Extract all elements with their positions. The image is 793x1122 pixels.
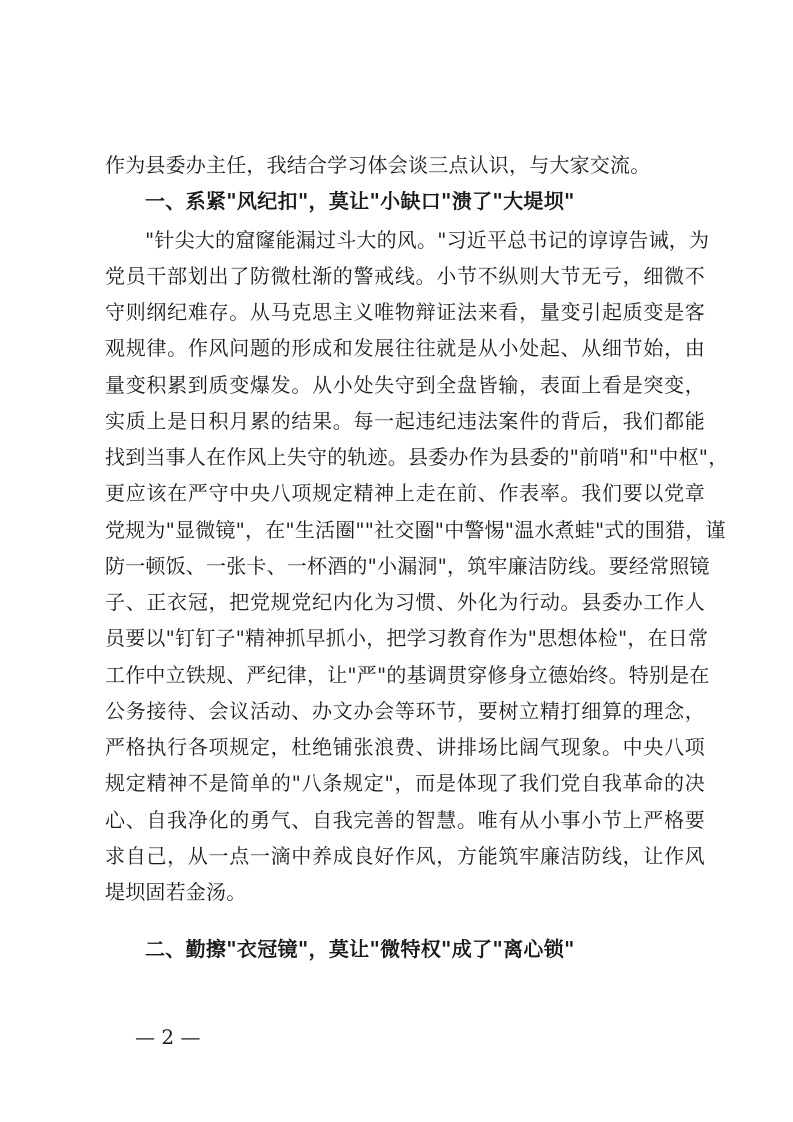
paragraph-line: 公务接待、会议活动、办文办会等环节，要树立精打细算的理念， — [105, 699, 705, 723]
paragraph-line: 防一顿饭、一张卡、一杯酒的"小漏洞"，筑牢廉洁防线。要经常照镜 — [105, 554, 710, 578]
paragraph-line: 工作中立铁规、严纪律，让"严"的基调贯穿修身立德始终。特别是在 — [105, 663, 710, 687]
paragraph-line: 党员干部划出了防微杜渐的警戒线。小节不纵则大节无亏，细微不 — [105, 264, 705, 288]
paragraph-line: 党规为"显微镜"，在"生活圈""社交圈"中警惕"温水煮蛙"式的围猎，谨 — [105, 518, 726, 542]
paragraph-line: 守则纲纪难存。从马克思主义唯物辩证法来看，量变引起质变是客 — [105, 300, 705, 324]
paragraph-line: 子、正衣冠，把党规党纪内化为习惯、外化为行动。县委办工作人 — [105, 590, 705, 614]
paragraph-line: 观规律。作风问题的形成和发展往往就是从小处起、从细节始，由 — [105, 336, 705, 360]
paragraph-line: 心、自我净化的勇气、自我完善的智慧。唯有从小事小节上严格要 — [105, 808, 705, 832]
section-heading-1: 一、系紧"风纪扣"，莫让"小缺口"溃了"大堤坝" — [145, 189, 575, 213]
paragraph-line: 更应该在严守中央八项规定精神上走在前、作表率。我们要以党章 — [105, 481, 705, 505]
intro-paragraph-line: 作为县委办主任，我结合学习体会谈三点认识，与大家交流。 — [105, 153, 651, 177]
section-heading-2: 二、勤擦"衣冠镜"，莫让"微特权"成了"离心锁" — [145, 937, 575, 961]
paragraph-line: 求自己，从一点一滴中养成良好作风，方能筑牢廉洁防线，让作风 — [105, 844, 705, 868]
paragraph-line: 找到当事人在作风上失守的轨迹。县委办作为县委的"前哨"和"中枢"， — [105, 445, 729, 469]
paragraph-line: 堤坝固若金汤。 — [105, 880, 247, 904]
paragraph-line: 严格执行各项规定，杜绝铺张浪费、讲排场比阔气现象。中央八项 — [105, 735, 705, 759]
paragraph-line: 规定精神不是简单的"八条规定"，而是体现了我们党自我革命的决 — [105, 771, 705, 795]
paragraph-line: 量变积累到质变爆发。从小处失守到全盘皆输，表面上看是突变， — [105, 373, 705, 397]
paragraph-line: 实质上是日积月累的结果。每一起违纪违法案件的背后，我们都能 — [105, 409, 705, 433]
page-number: — 2 — — [135, 1025, 201, 1049]
paragraph-line: "针尖大的窟窿能漏过斗大的风。"习近平总书记的谆谆告诫，为 — [145, 228, 710, 252]
paragraph-line: 员要以"钉钉子"精神抓早抓小，把学习教育作为"思想体检"，在日常 — [105, 626, 709, 650]
